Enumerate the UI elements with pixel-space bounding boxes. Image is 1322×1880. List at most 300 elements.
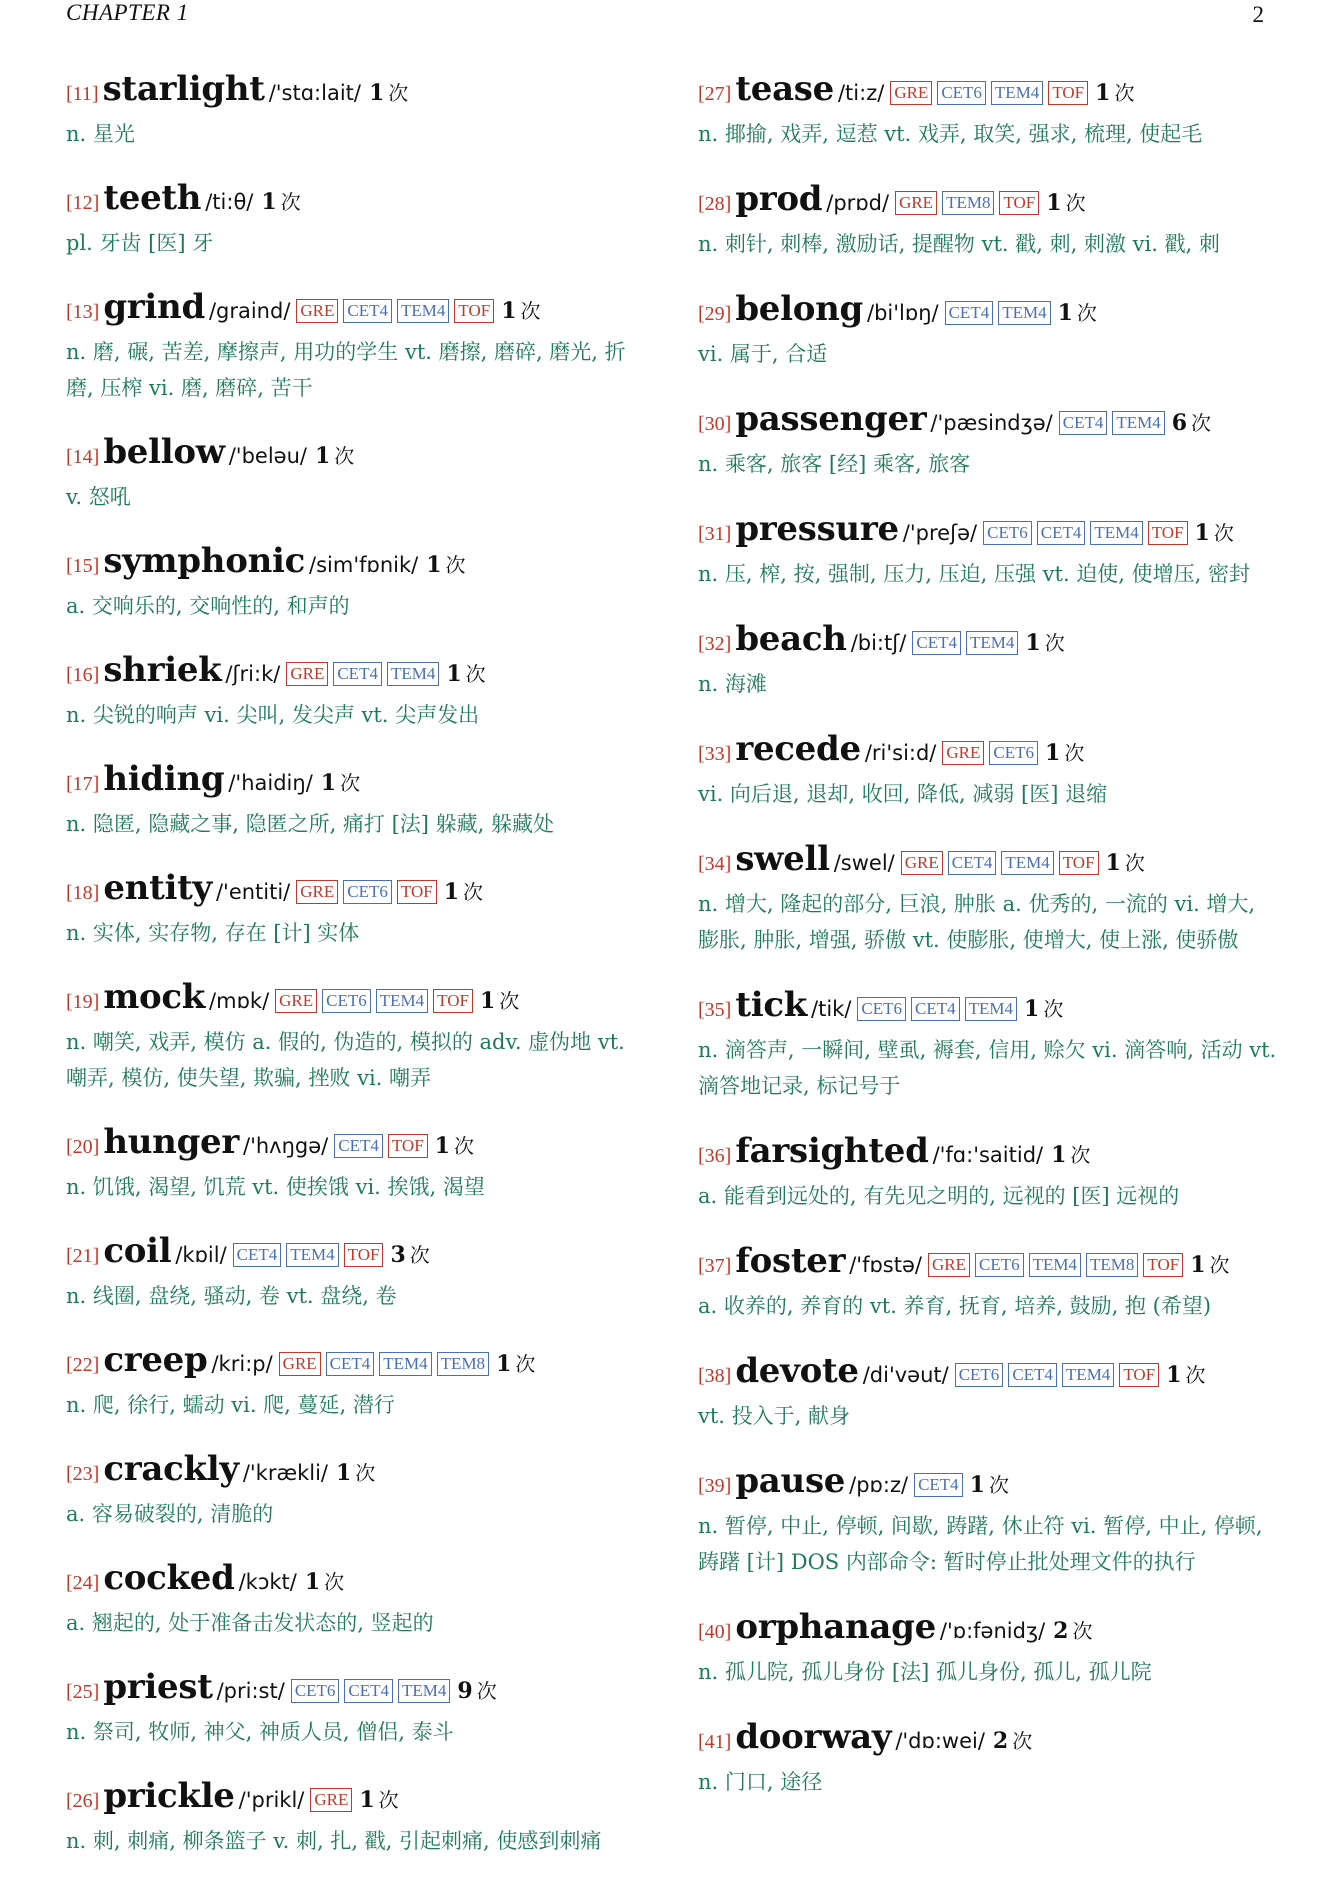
phonetic: /'fɒstə/ (849, 1253, 922, 1277)
exam-tag-cet4: CET4 (1059, 411, 1108, 435)
count-suffix: 次 (476, 1679, 497, 1703)
headword: symphonic (103, 541, 306, 581)
count-suffix: 次 (1185, 1363, 1206, 1387)
entry-number: [22] (66, 1354, 100, 1376)
word-entry (66, 863, 646, 951)
entry-headline (698, 724, 1278, 780)
count-suffix: 次 (465, 662, 486, 686)
definition: a. 交响乐的, 交响性的, 和声的 (66, 594, 350, 618)
exam-tag-tof: TOF (454, 299, 494, 323)
count-suffix: 次 (1043, 997, 1064, 1021)
exam-tag-tof: TOF (1059, 851, 1099, 875)
entry-number: [21] (66, 1245, 100, 1267)
count-suffix: 次 (378, 1788, 399, 1812)
word-entry (698, 1602, 1278, 1690)
definition: vt. 投入于, 献身 (698, 1404, 851, 1428)
word-entry (698, 1126, 1278, 1214)
headword: passenger (735, 399, 927, 439)
headword: recede (735, 729, 861, 769)
definition: n. 隐匿, 隐藏之事, 隐匿之所, 痛打 [法] 躲藏, 躲藏处 (66, 812, 555, 836)
exam-tag-tem4: TEM4 (965, 997, 1017, 1021)
entry-number: [20] (66, 1136, 100, 1158)
entry-number: [26] (66, 1790, 100, 1812)
headword: shriek (103, 650, 222, 690)
definition: n. 嘲笑, 戏弄, 模仿 a. 假的, 伪造的, 模拟的 adv. 虚伪地 vt. 嘲弄, 模仿, 使失望, 欺骗, 挫败 vi. 嘲弄 (66, 1030, 625, 1090)
exam-tag-gre: GRE (296, 880, 338, 904)
entry-number: [12] (66, 192, 100, 214)
definition: n. 饥饿, 渴望, 饥荒 vt. 使挨饿 vi. 挨饿, 渴望 (66, 1175, 485, 1199)
exam-tag-gre: GRE (901, 851, 943, 875)
count-suffix: 次 (1124, 851, 1145, 875)
word-entry (66, 427, 646, 515)
word-entry (698, 64, 1278, 152)
exam-tag-tof: TOF (1048, 81, 1088, 105)
entry-number: [18] (66, 882, 100, 904)
frequency-count: 2 (1053, 1618, 1069, 1644)
phonetic: /pri:st/ (216, 1679, 285, 1703)
phonetic: /sim'fɒnik/ (309, 553, 419, 577)
headword: pressure (735, 509, 899, 549)
exam-tag-tof: TOF (397, 880, 437, 904)
headword: hiding (103, 759, 225, 799)
entry-number: [15] (66, 555, 100, 577)
count-suffix: 次 (1065, 191, 1086, 215)
exam-tag-cet6: CET6 (857, 997, 906, 1021)
phonetic: /prɒd/ (826, 191, 890, 215)
entry-number: [34] (698, 853, 732, 875)
entry-headline (66, 1117, 646, 1173)
word-entry (698, 1236, 1278, 1324)
entry-number: [28] (698, 193, 732, 215)
count-suffix: 次 (388, 81, 409, 105)
count-suffix: 次 (1209, 1253, 1230, 1277)
left-column (66, 64, 646, 1880)
exam-tag-tem4: TEM4 (1090, 521, 1142, 545)
entry-number: [30] (698, 413, 732, 435)
word-entry (698, 394, 1278, 482)
word-entry (698, 1712, 1278, 1800)
entry-headline (66, 1662, 646, 1718)
headword: tick (735, 985, 808, 1025)
exam-tag-tem4: TEM4 (387, 662, 439, 686)
headword: devote (735, 1351, 859, 1391)
page-number: 2 (1252, 2, 1264, 27)
frequency-count: 1 (1045, 740, 1061, 766)
definition: a. 能看到远处的, 有先见之明的, 远视的 [医] 远视的 (698, 1184, 1180, 1208)
count-suffix: 次 (515, 1352, 536, 1376)
entry-headline (66, 173, 646, 229)
phonetic: /pɒ:z/ (849, 1473, 909, 1497)
definition: n. 尖锐的响声 vi. 尖叫, 发尖声 vt. 尖声发出 (66, 703, 480, 727)
word-entry (66, 645, 646, 733)
count-suffix: 次 (1012, 1729, 1033, 1753)
entry-number: [31] (698, 523, 732, 545)
phonetic: /graind/ (208, 299, 291, 323)
entry-headline (698, 980, 1278, 1036)
entry-number: [27] (698, 83, 732, 105)
exam-tag-gre: GRE (310, 1788, 352, 1812)
exam-tag-cet6: CET6 (955, 1363, 1004, 1387)
exam-tag-tof: TOF (344, 1243, 384, 1267)
headword: teeth (103, 178, 202, 218)
count-suffix: 次 (355, 1461, 376, 1485)
frequency-count: 1 (1057, 300, 1073, 326)
exam-tag-cet6: CET6 (343, 880, 392, 904)
entry-headline (698, 1346, 1278, 1402)
word-entry (698, 724, 1278, 812)
frequency-count: 1 (501, 298, 517, 324)
headword: beach (735, 619, 847, 659)
exam-tag-tem4: TEM4 (397, 299, 449, 323)
count-suffix: 次 (499, 989, 520, 1013)
entry-number: [17] (66, 773, 100, 795)
exam-tag-tem4: TEM4 (1001, 851, 1053, 875)
exam-tag-cet4: CET4 (948, 851, 997, 875)
entry-number: [16] (66, 664, 100, 686)
headword: cocked (103, 1558, 235, 1598)
entry-headline (698, 1236, 1278, 1292)
entry-number: [36] (698, 1145, 732, 1167)
entry-headline (66, 972, 646, 1028)
count-suffix: 次 (340, 771, 361, 795)
frequency-count: 1 (359, 1787, 375, 1813)
entry-headline (66, 427, 646, 483)
headword: creep (103, 1340, 208, 1380)
word-entry (66, 1335, 646, 1423)
frequency-count: 1 (1105, 850, 1121, 876)
phonetic: /bi'lɒŋ/ (867, 301, 939, 325)
exam-tag-cet6: CET6 (983, 521, 1032, 545)
definition: n. 祭司, 牧师, 神父, 神质人员, 僧侣, 泰斗 (66, 1720, 454, 1744)
exam-tag-tem4: TEM4 (286, 1243, 338, 1267)
phonetic: /'preʃə/ (902, 521, 978, 545)
entry-headline (66, 64, 646, 120)
headword: swell (735, 839, 830, 879)
frequency-count: 6 (1171, 410, 1188, 436)
word-entry (66, 536, 646, 624)
exam-tag-tem4: TEM4 (379, 1352, 431, 1376)
headword: coil (103, 1231, 172, 1271)
entry-number: [24] (66, 1572, 100, 1594)
entry-headline (66, 1226, 646, 1282)
exam-tag-gre: GRE (279, 1352, 321, 1376)
exam-tag-gre: GRE (275, 989, 317, 1013)
exam-tag-tem4: TEM4 (1062, 1363, 1114, 1387)
headword: farsighted (735, 1131, 929, 1171)
word-entry (66, 173, 646, 261)
definition: n. 爬, 徐行, 蠕动 vi. 爬, 蔓延, 潜行 (66, 1393, 395, 1417)
definition: n. 刺针, 刺棒, 激励话, 提醒物 vt. 戳, 刺, 刺激 vi. 戳, 刺 (698, 232, 1220, 256)
frequency-count: 1 (320, 770, 337, 796)
exam-tag-cet4: CET4 (344, 1679, 393, 1703)
exam-tag-tem4: TEM4 (1029, 1253, 1081, 1277)
word-entry (698, 1346, 1278, 1434)
exam-tag-cet4: CET4 (914, 1473, 963, 1497)
frequency-count: 1 (335, 1460, 352, 1486)
frequency-count: 3 (390, 1242, 406, 1268)
word-entry (66, 1117, 646, 1205)
right-column (698, 64, 1278, 1822)
phonetic: /kɔkt/ (238, 1570, 297, 1594)
definition: vi. 向后退, 退却, 收回, 降低, 减弱 [医] 退缩 (698, 782, 1108, 806)
word-entry (66, 64, 646, 152)
headword: prod (735, 179, 823, 219)
frequency-count: 1 (1190, 1252, 1206, 1278)
headword: crackly (103, 1449, 239, 1489)
count-suffix: 次 (453, 1134, 474, 1158)
entry-number: [23] (66, 1463, 100, 1485)
definition: n. 星光 (66, 122, 135, 146)
count-suffix: 次 (463, 880, 483, 904)
chapter-title: CHAPTER 1 (66, 0, 189, 25)
headword: orphanage (735, 1607, 936, 1647)
entry-number: [11] (66, 83, 99, 105)
entry-headline (698, 284, 1278, 340)
definition: n. 孤儿院, 孤儿身份 [法] 孤儿身份, 孤儿, 孤儿院 (698, 1660, 1152, 1684)
entry-headline (66, 863, 646, 919)
headword: bellow (103, 432, 225, 472)
exam-tag-tem4: TEM4 (398, 1679, 450, 1703)
exam-tag-cet4: CET4 (911, 997, 960, 1021)
entry-number: [33] (698, 743, 732, 765)
exam-tag-tem4: TEM4 (376, 989, 428, 1013)
exam-tag-tem8: TEM8 (437, 1352, 489, 1376)
word-entry (66, 1553, 646, 1641)
word-entry (66, 754, 646, 842)
word-entry (66, 1226, 646, 1314)
headword: tease (735, 69, 834, 109)
count-suffix: 次 (520, 299, 541, 323)
definition: n. 实体, 实存物, 存在 [计] 实体 (66, 921, 360, 945)
word-entry (698, 980, 1278, 1104)
entry-headline (66, 1335, 646, 1391)
exam-tag-cet4: CET4 (326, 1352, 375, 1376)
entry-number: [32] (698, 633, 732, 655)
entry-headline (698, 504, 1278, 560)
exam-tag-cet6: CET6 (989, 741, 1038, 765)
entry-headline (66, 1444, 646, 1500)
count-suffix: 次 (1072, 1619, 1093, 1643)
exam-tag-gre: GRE (928, 1253, 970, 1277)
word-entry (698, 834, 1278, 958)
phonetic: /'hʌŋgə/ (243, 1134, 329, 1158)
headword: pause (735, 1461, 846, 1501)
frequency-count: 2 (992, 1728, 1009, 1754)
exam-tag-cet4: CET4 (233, 1243, 282, 1267)
exam-tag-cet6: CET6 (291, 1679, 340, 1703)
phonetic: /'pæsindʒə/ (930, 411, 1053, 435)
exam-tag-cet6: CET6 (937, 81, 986, 105)
entry-number: [13] (66, 301, 100, 323)
phonetic: /'krækli/ (242, 1461, 328, 1485)
phonetic: /bi:tʃ/ (850, 631, 907, 655)
entry-number: [37] (698, 1255, 732, 1277)
entry-headline (66, 645, 646, 701)
phonetic: /'dɒ:wei/ (895, 1729, 985, 1753)
exam-tag-cet4: CET4 (1037, 521, 1086, 545)
word-entry (698, 614, 1278, 702)
definition: v. 怒吼 (66, 485, 131, 509)
entry-headline (698, 64, 1278, 120)
count-suffix: 次 (334, 444, 355, 468)
phonetic: /'stɑ:lait/ (268, 81, 361, 105)
entry-number: [39] (698, 1475, 732, 1497)
entry-headline (66, 536, 646, 592)
exam-tag-cet4: CET4 (343, 299, 392, 323)
definition: n. 线圈, 盘绕, 骚动, 卷 vt. 盘绕, 卷 (66, 1284, 397, 1308)
entry-headline (66, 282, 646, 338)
entry-headline (698, 1456, 1278, 1512)
frequency-count: 1 (261, 189, 277, 215)
count-suffix: 次 (324, 1570, 345, 1594)
definition: n. 揶揄, 戏弄, 逗惹 vt. 戏弄, 取笑, 强求, 梳理, 使起毛 (698, 122, 1203, 146)
phonetic: /'ɒ:fənidʒ/ (939, 1619, 1046, 1643)
exam-tag-tem4: TEM4 (991, 81, 1043, 105)
frequency-count: 1 (443, 879, 459, 905)
word-entry (698, 1456, 1278, 1580)
entry-number: [38] (698, 1365, 732, 1387)
frequency-count: 1 (1095, 80, 1111, 106)
exam-tag-tof: TOF (999, 191, 1039, 215)
count-suffix: 次 (445, 553, 466, 577)
word-entry (698, 284, 1278, 372)
definition: n. 海滩 (698, 672, 767, 696)
frequency-count: 1 (1046, 190, 1062, 216)
frequency-count: 1 (1025, 630, 1041, 656)
exam-tag-cet6: CET6 (975, 1253, 1024, 1277)
entry-headline (698, 174, 1278, 230)
headword: entity (103, 868, 212, 908)
headword: foster (735, 1241, 846, 1281)
exam-tag-cet4: CET4 (333, 662, 382, 686)
frequency-count: 1 (969, 1472, 985, 1498)
count-suffix: 次 (280, 190, 301, 214)
phonetic: /'haidiŋ/ (228, 771, 313, 795)
word-entry (66, 1444, 646, 1532)
frequency-count: 9 (457, 1678, 473, 1704)
phonetic: /ti:θ/ (205, 190, 254, 214)
count-suffix: 次 (409, 1243, 430, 1267)
phonetic: /mɒk/ (209, 989, 270, 1013)
count-suffix: 次 (1114, 81, 1135, 105)
count-suffix: 次 (1213, 521, 1234, 545)
headword: mock (103, 977, 206, 1017)
exam-tag-tof: TOF (1119, 1363, 1159, 1387)
phonetic: /'fɑ:'saitid/ (932, 1143, 1044, 1167)
entry-headline (698, 1126, 1278, 1182)
phonetic: /tik/ (811, 997, 852, 1021)
entry-headline (698, 614, 1278, 670)
entry-number: [41] (698, 1731, 732, 1753)
headword: starlight (102, 69, 265, 109)
entry-number: [25] (66, 1681, 100, 1703)
frequency-count: 1 (479, 988, 496, 1014)
entry-number: [40] (698, 1621, 732, 1643)
count-suffix: 次 (988, 1473, 1009, 1497)
word-entry (66, 282, 646, 406)
frequency-count: 1 (1051, 1142, 1067, 1168)
definition: n. 磨, 碾, 苦差, 摩擦声, 用功的学生 vt. 磨擦, 磨碎, 磨光, 折磨, 压榨 vi. 磨, 磨碎, 苦干 (66, 340, 626, 400)
entry-number: [35] (698, 999, 732, 1021)
word-entry (66, 1771, 646, 1859)
headword: belong (735, 289, 864, 329)
exam-tag-cet6: CET6 (322, 989, 371, 1013)
exam-tag-gre: GRE (286, 662, 328, 686)
definition: a. 收养的, 养育的 vt. 养育, 抚育, 培养, 鼓励, 抱 (希望) (698, 1294, 1212, 1318)
definition: pl. 牙齿 [医] 牙 (66, 231, 214, 255)
definition: n. 门口, 途径 (698, 1770, 823, 1794)
headword: grind (103, 287, 205, 327)
exam-tag-cet4: CET4 (945, 301, 994, 325)
entry-headline (698, 1602, 1278, 1658)
entry-headline (698, 834, 1278, 890)
entry-headline (66, 1553, 646, 1609)
definition: n. 增大, 隆起的部分, 巨浪, 肿胀 a. 优秀的, 一流的 vi. 增大, 膨胀, 肿胀, 增强, 骄傲 vt. 使膨胀, 使增大, 使上涨, 使骄傲 (698, 892, 1256, 952)
headword: hunger (103, 1122, 240, 1162)
exam-tag-tem8: TEM8 (942, 191, 994, 215)
phonetic: /ʃri:k/ (225, 662, 281, 686)
phonetic: /di'vəut/ (862, 1363, 949, 1387)
frequency-count: 1 (304, 1569, 321, 1595)
frequency-count: 1 (314, 443, 331, 469)
count-suffix: 次 (1044, 631, 1065, 655)
phonetic: /ti:z/ (837, 81, 885, 105)
count-suffix: 次 (1191, 411, 1212, 435)
frequency-count: 1 (1024, 996, 1040, 1022)
definition: n. 暂停, 中止, 停顿, 间歇, 踌躇, 休止符 vi. 暂停, 中止, 停顿, 踌躇 [计] DOS 内部命令: 暂时停止批处理文件的执行 (698, 1514, 1263, 1574)
entry-number: [29] (698, 303, 732, 325)
frequency-count: 1 (434, 1133, 450, 1159)
word-entry (66, 1662, 646, 1750)
phonetic: /'beləu/ (228, 444, 307, 468)
definition: vi. 属于, 合适 (698, 342, 828, 366)
definition: n. 乘客, 旅客 [经] 乘客, 旅客 (698, 452, 971, 476)
exam-tag-cet4: CET4 (1008, 1363, 1057, 1387)
exam-tag-tof: TOF (1143, 1253, 1183, 1277)
phonetic: /ri'si:d/ (864, 741, 937, 765)
count-suffix: 次 (1076, 301, 1097, 325)
frequency-count: 1 (1166, 1362, 1182, 1388)
definition: a. 容易破裂的, 清脆的 (66, 1502, 274, 1526)
count-suffix: 次 (1064, 741, 1085, 765)
exam-tag-cet4: CET4 (912, 631, 961, 655)
exam-tag-tof: TOF (433, 989, 473, 1013)
entry-headline (66, 754, 646, 810)
word-entry (698, 504, 1278, 592)
headword: prickle (103, 1776, 235, 1816)
frequency-count: 1 (446, 661, 462, 687)
headword: priest (103, 1667, 213, 1707)
frequency-count: 1 (368, 80, 385, 106)
exam-tag-cet4: CET4 (334, 1134, 383, 1158)
phonetic: /'entiti/ (215, 880, 291, 904)
exam-tag-gre: GRE (890, 81, 932, 105)
exam-tag-tem8: TEM8 (1086, 1253, 1138, 1277)
phonetic: /kri:p/ (211, 1352, 273, 1376)
headword: doorway (735, 1717, 892, 1757)
exam-tag-tem4: TEM4 (998, 301, 1050, 325)
exam-tag-tem4: TEM4 (1112, 411, 1164, 435)
count-suffix: 次 (1070, 1143, 1091, 1167)
frequency-count: 1 (1194, 520, 1210, 546)
exam-tag-tof: TOF (1148, 521, 1188, 545)
entry-headline (698, 394, 1278, 450)
exam-tag-gre: GRE (895, 191, 937, 215)
phonetic: /kɒil/ (175, 1243, 227, 1267)
exam-tag-tem4: TEM4 (966, 631, 1018, 655)
phonetic: /swel/ (833, 851, 895, 875)
definition: n. 压, 榨, 按, 强制, 压力, 压迫, 压强 vt. 迫使, 使增压, 密封 (698, 562, 1251, 586)
